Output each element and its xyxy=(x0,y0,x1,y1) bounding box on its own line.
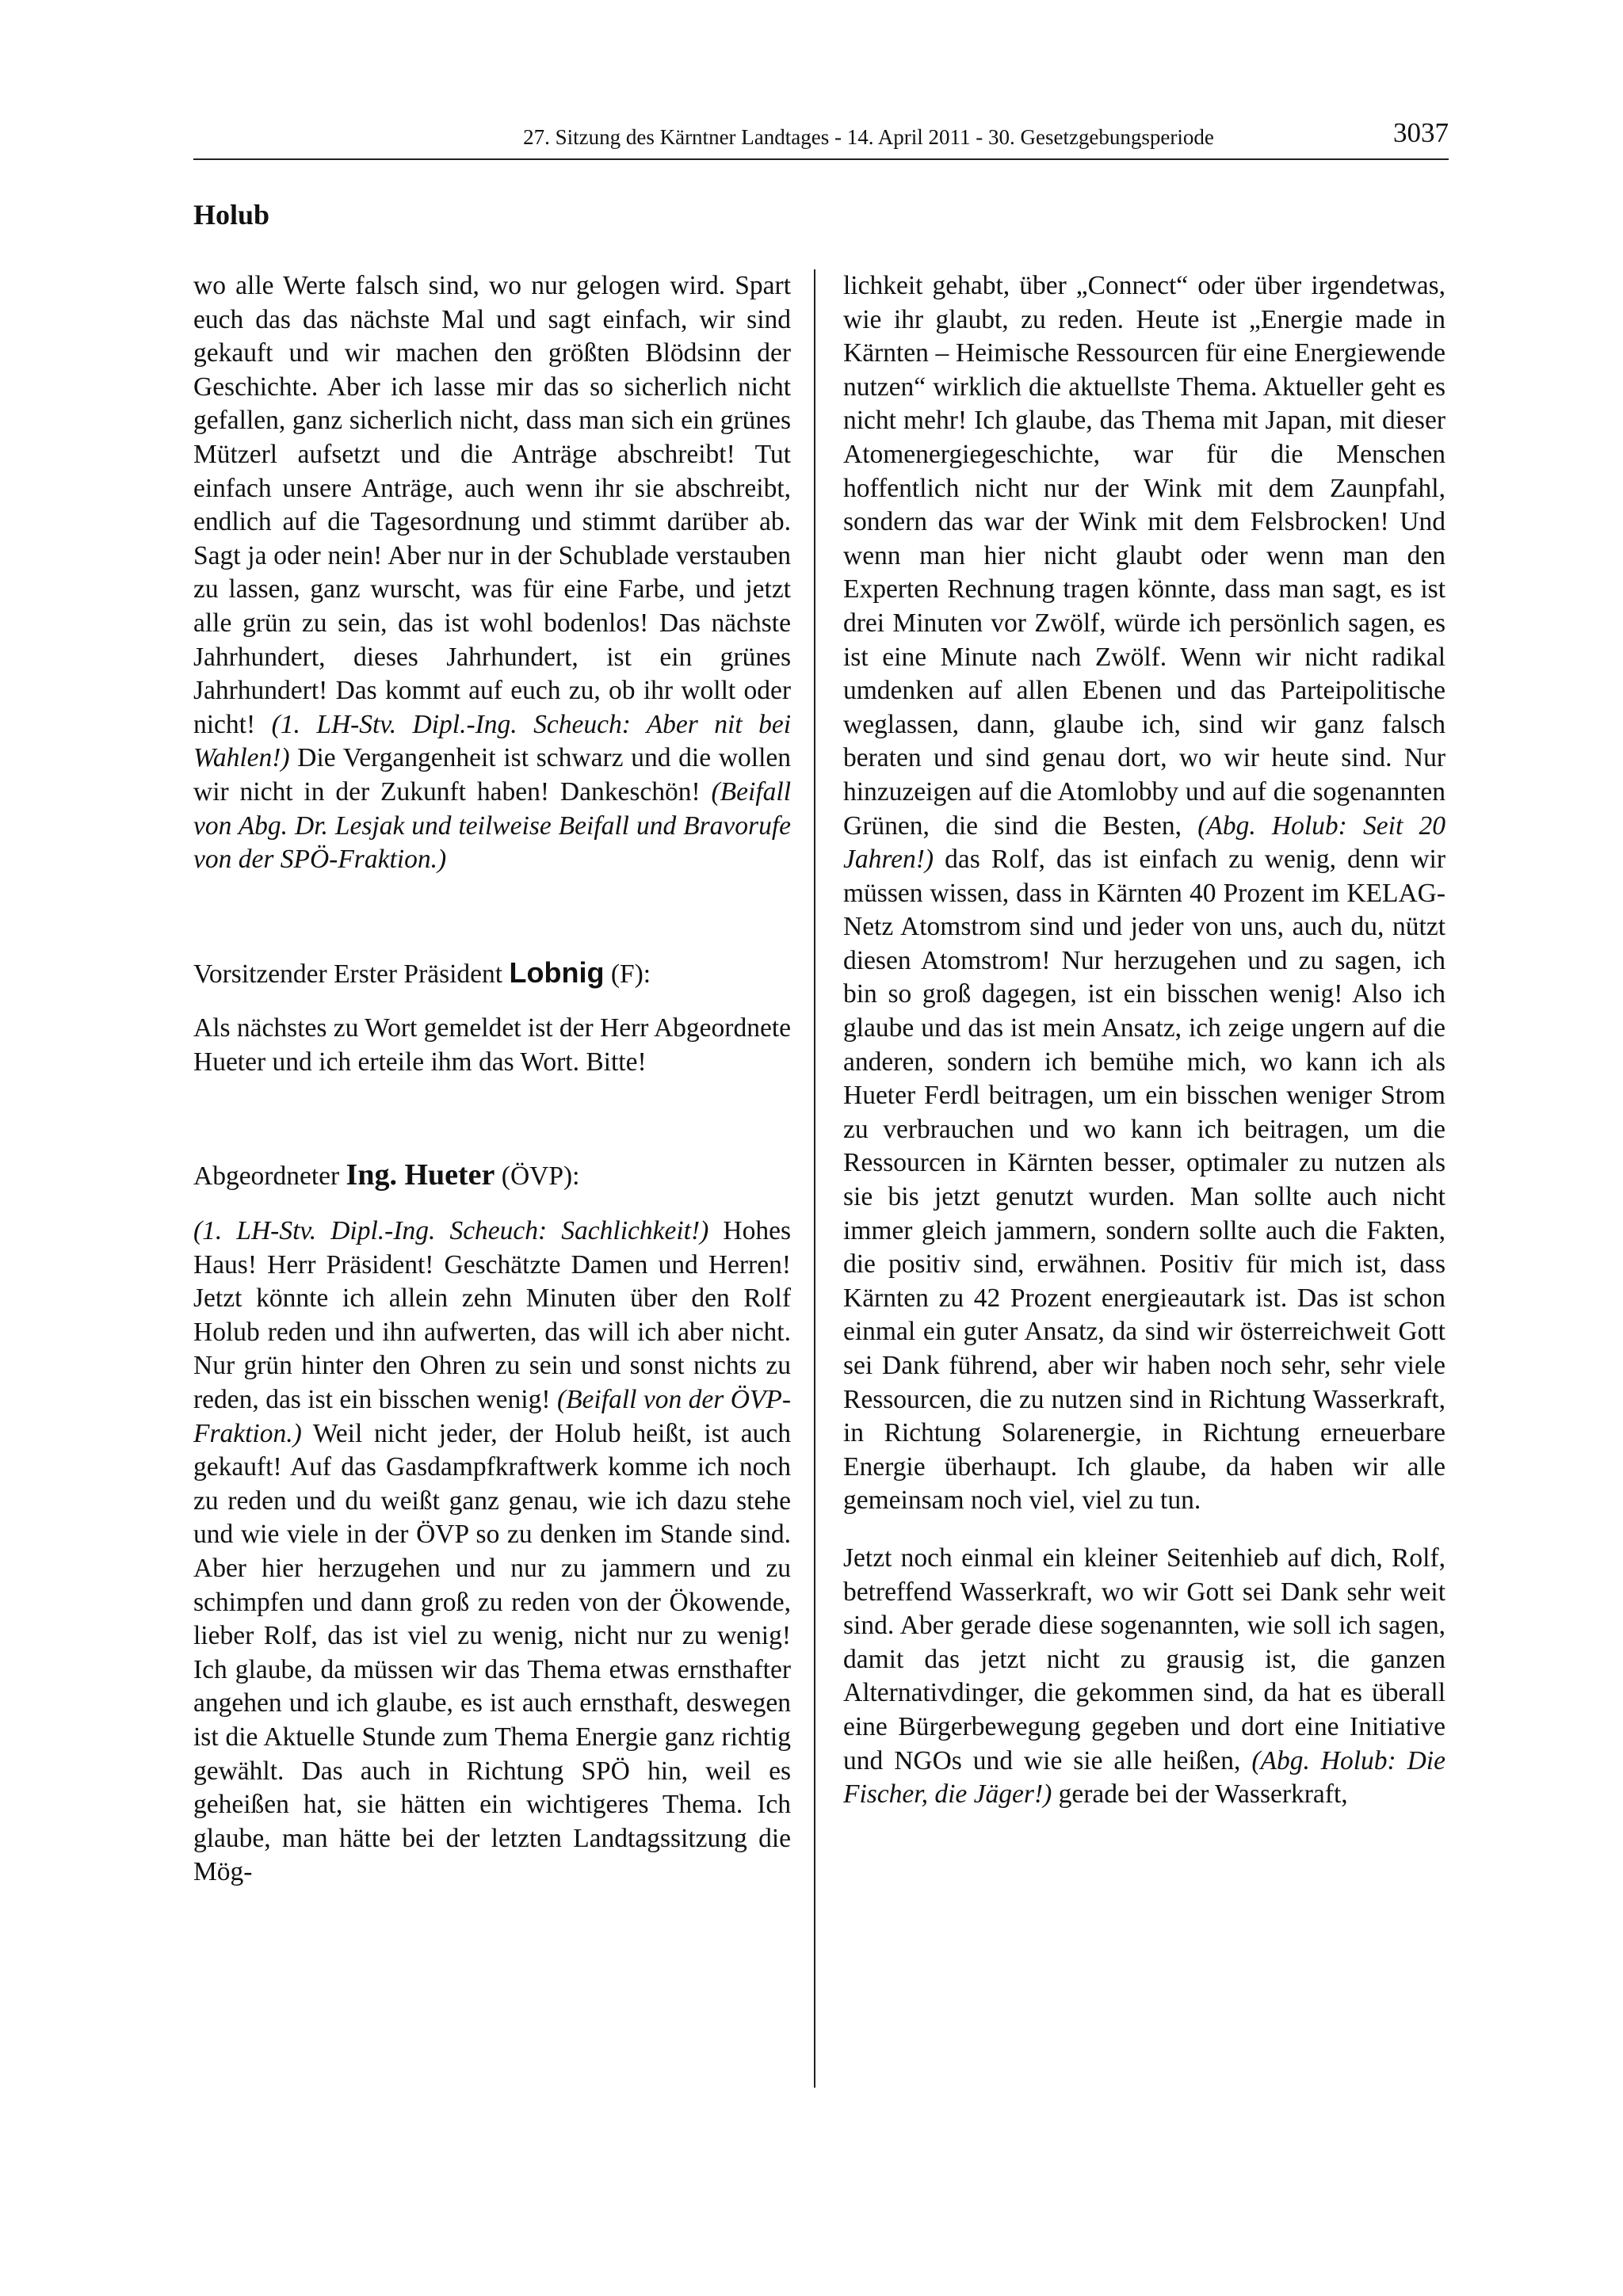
session-title: 27. Sitzung des Kärntner Landtages - 14. April 2011 - 30. Gesetzgebungsperiode xyxy=(523,125,1214,149)
paragraph: Als nächstes zu Wort gemeldet ist der Herr Abgeordnete Hueter und ich erteile ihm das Wort. Bitte! xyxy=(193,1013,791,1077)
interjection: (1. LH-Stv. Dipl.-Ing. Scheuch: Sachlichkeit!) xyxy=(193,1216,709,1246)
header-rule xyxy=(193,158,1449,160)
speaker-name: Lobnig xyxy=(509,955,605,989)
interjection: (Abg. Holub: Seit 20 Jahren!) xyxy=(843,810,1445,875)
interjection: (1. LH-Stv. Dipl.-Ing. Scheuch: Aber nit bei Wahlen!) xyxy=(193,709,792,773)
running-speaker-name: Holub xyxy=(193,199,270,231)
paragraph: wo alle Werte falsch sind, wo nur gelogen wird. Spart euch das das nächste Mal und sagt einfach, wir sind gekauft und wir machen den größten Blödsinn der Geschichte. Aber ich lasse mir das so sicherlich nicht gefallen, ganz sicherlich nicht, dass man sich ein grünes Mützerl aufsetzt und die Anträge abschreibt! Tut einfach unsere Anträge, auch wenn ihr sie abschreibt, endlich auf die Tagesordnung und stimmt darüber ab. Sagt ja oder nein! Aber nur in der Schublade verstauben zu lassen, ganz wurscht, was für eine Farbe, und jetzt alle grün zu sein, das ist wohl bodenlos! Das nächste Jahrhundert, dieses Jahrhundert, ist ein grünes Jahrhundert! Das kommt auf euch zu, ob ihr wollt oder nicht! (1. LH-Stv. Dipl.-Ing. Scheuch: Aber nit bei Wahlen!) Die Vergangenheit ist schwarz und die wollen wir nicht in der Zukunft haben! Dankeschön! (Beifall von Abg. Dr. Lesjak und teilweise Beifall und Bravorufe von der SPÖ-Fraktion.) xyxy=(193,271,792,875)
column-divider xyxy=(814,269,815,2088)
left-column xyxy=(193,269,791,1890)
interjection: (Abg. Holub: Die Fischer, die Jäger!) xyxy=(843,1745,1445,1810)
paragraph: lichkeit gehabt, über „Connect“ oder über irgendetwas, wie ihr glaubt, zu reden. Heute ist „Energie made in Kärnten – Heimische Ressourcen für eine Energiewende nutzen“ wirklich die aktuellste Thema. Aktueller geht es nicht mehr! Ich glaube, das Thema mit Japan, mit dieser Atomenergiegeschichte, war für die Menschen hoffentlich nicht nur der Wink mit dem Zaunpfahl, sondern das war der Wink mit dem Felsbrocken! Und wenn man hier nicht glaubt oder wenn man den Experten Rechnung tragen könnte, dass man sagt, es ist drei Minuten vor Zwölf, würde ich persönlich sagen, es ist eine Minute nach Zwölf. Wenn wir nicht radikal umdenken auf allen Ebenen und das Parteipolitische weglassen, dann, glaube ich, sind wir ganz falsch beraten und sind genau dort, wo wir heute sind. Nur hinzuzeigen auf die Atomlobby und auf die sogenannten Grünen, die sind die Besten, (Abg. Holub: Seit 20 Jahren!) das Rolf, das ist einfach zu wenig, denn wir müssen wissen, dass in Kärnten 40 Prozent im KELAG-Netz Atomstrom sind und jeder von uns, auch du, nützt diesen Atomstrom! Nur herzugehen und zu sagen, ich bin so groß dagegen, ist ein bisschen wenig! Also ich glaube und das ist mein Ansatz, ich zeige ungern auf die anderen, sondern ich bemühe mich, wo kann ich als Hueter Ferdl beitragen, um ein bisschen weniger Strom zu verbrauchen und wo kann ich beitragen, um die Ressourcen in Kärnten besser, optimaler zu nutzen als sie bis jetzt genutzt wurden. Man sollte auch nicht immer gleich jammern, sondern sollte auch die Fakten, die positiv sind, erwähnen. Positiv für mich ist, dass Kärnten zu 42 Prozent energieautark ist. Das ist schon einmal ein guter Ansatz, da sind wir österreichweit Gott sei Dank führend, aber wir haben noch sehr, sehr viele Ressourcen, die zu nutzen sind in Richtung Wasserkraft, in Richtung Solarenergie, in Richtung erneuerbare Energie überhaupt. Ich glaube, da haben wir alle gemeinsam noch viel, viel zu tun. xyxy=(843,271,1445,1516)
page-header xyxy=(193,117,1449,189)
interjection: (Beifall von der ÖVP-Fraktion.) xyxy=(193,1385,791,1448)
speaker-name: Ing. Hueter xyxy=(346,1158,495,1192)
paragraph: (1. LH-Stv. Dipl.-Ing. Scheuch: Sachlichkeit!) Hohes Haus! Herr Präsident! Geschätzte Damen und Herren! Jetzt könnte ich allein zehn Minuten über den Rolf Holub reden und ihn aufwerten, das will ich aber nicht. Nur grün hinter den Ohren zu sein und sonst nichts zu reden, das ist ein bisschen wenig! (Beifall von der ÖVP-Fraktion.) Weil nicht jeder, der Holub heißt, ist auch gekauft! Auf das Gasdampfkraftwerk komme ich noch zu reden und du weißt ganz genau, wie ich dazu stehe und wie viele in der ÖVP so zu denken im Stande sind. Aber hier herzugehen und nur zu jammern und zu schimpfen und dann groß zu reden von der Ökowende, lieber Rolf, das ist viel zu wenig, nicht nur zu wenig! Ich glaube, da müssen wir das Thema etwas ernsthafter angehen und ich glaube, es ist auch ernsthaft, deswegen ist die Aktuelle Stunde zum Thema Energie ganz richtig gewählt. Das auch in Richtung SPÖ hin, weil es geheißen hat, sie hätten ein wichtigeres Thema. Ich glaube, man hätte bei der letzten Landtagssitzung die Mög- xyxy=(193,1216,791,1887)
interjection: (Beifall von Abg. Dr. Lesjak und teilweise Beifall und Bravorufe von der SPÖ-Fraktion.) xyxy=(193,776,791,875)
speaker-intro-chair: Vorsitzender Erster Präsident Lobnig (F): xyxy=(193,955,651,989)
page-number: 3037 xyxy=(1393,117,1449,148)
speaker-intro-hueter: Abgeordneter Ing. Hueter (ÖVP): xyxy=(193,1158,580,1192)
paragraph: Jetzt noch einmal ein kleiner Seitenhieb auf dich, Rolf, betreffend Wasserkraft, wo wir Gott sei Dank sehr weit sind. Aber gerade diese sogenannten, wie soll ich sagen, damit das jetzt nicht zu grausig ist, die ganzen Alternativdinger, die gekommen sind, da hat es überall eine Bürgerbewegung gegeben und dort eine Initiative und NGOs und wie sie alle heißen, (Abg. Holub: Die Fischer, die Jäger!) gerade bei der Wasserkraft, xyxy=(843,1543,1445,1810)
right-column xyxy=(843,269,1445,1812)
